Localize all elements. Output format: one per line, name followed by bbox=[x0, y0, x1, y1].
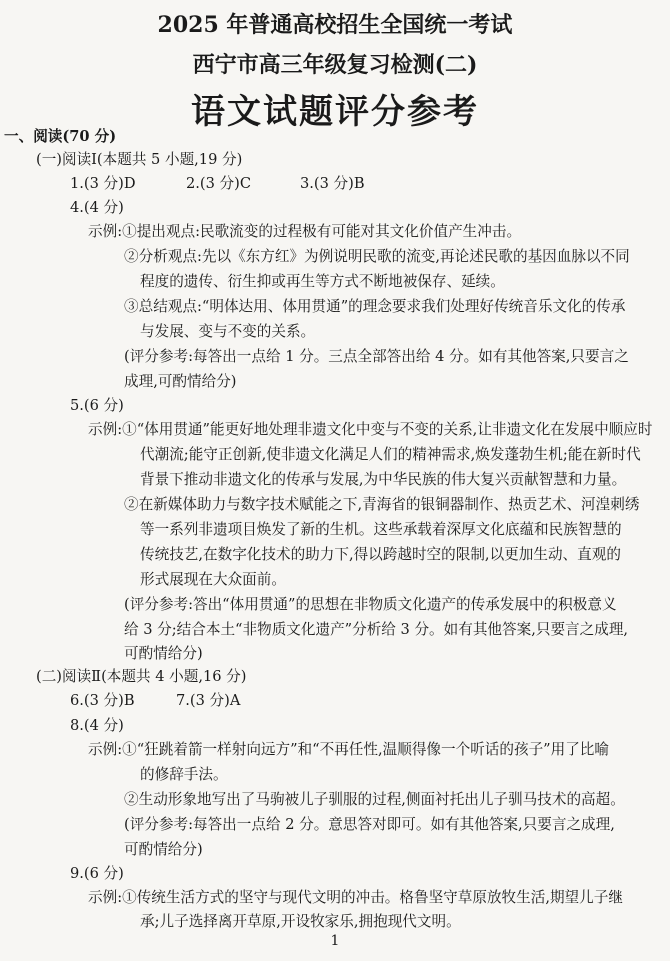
q8-label: 8.(4 分) bbox=[70, 717, 124, 734]
q5-line: 可酌情给分) bbox=[124, 645, 203, 662]
q3-answer: 3.(3 分)B bbox=[300, 175, 365, 192]
q9-line: 示例:①传统生活方式的坚守与现代文明的冲击。格鲁坚守草原放牧生活,期望儿子继 bbox=[88, 889, 623, 906]
part2-heading: (二)阅读Ⅱ(本题共 4 小题,16 分) bbox=[36, 668, 247, 685]
exam-subtitle: 西宁市高三年级复习检测(二) bbox=[192, 52, 478, 78]
q6-answer: 6.(3 分)B bbox=[70, 692, 135, 709]
q4-line: 示例:①提出观点:民歌流变的过程极有可能对其文化价值产生冲击。 bbox=[88, 223, 522, 240]
q5-line: 等一系列非遗项目焕发了新的生机。这些承载着深厚文化底蕴和民族智慧的 bbox=[140, 521, 622, 538]
q5-line: 给 3 分;结合本土“非物质文化遗产”分析给 3 分。如有其他答案,只要言之成理, bbox=[124, 621, 629, 638]
q5-line: ②在新媒体助力与数字技术赋能之下,青海省的银铜器制作、热贡艺术、河湟刺绣 bbox=[124, 496, 640, 513]
document-title: 语文试题评分参考 bbox=[191, 92, 479, 132]
q5-line: (评分参考:答出“体用贯通”的思想在非物质文化遗产的传承发展中的积极意义 bbox=[124, 596, 617, 613]
exam-title: 2025 年普通高校招生全国统一考试 bbox=[157, 12, 513, 38]
q8-line: 可酌情给分) bbox=[124, 841, 203, 858]
q8-line: 示例:①“狂跳着箭一样射向远方”和“不再任性,温顺得像一个听话的孩子”用了比喻 bbox=[88, 741, 609, 758]
q9-label: 9.(6 分) bbox=[70, 865, 124, 882]
q4-label: 4.(4 分) bbox=[70, 199, 124, 216]
q4-line: (评分参考:每答出一点给 1 分。三点全部答出给 4 分。如有其他答案,只要言之 bbox=[124, 348, 629, 365]
q5-line: 示例:①“体用贯通”能更好地处理非遗文化中变与不变的关系,让非遗文化在发展中顺应时 bbox=[88, 421, 653, 438]
q5-line: 传统技艺,在数字化技术的助力下,得以跨越时空的限制,以更加生动、直观的 bbox=[140, 546, 621, 563]
q8-line: ②生动形象地写出了马驹被儿子驯服的过程,侧面衬托出儿子驯马技术的高超。 bbox=[124, 791, 625, 808]
q4-line: 与发展、变与不变的关系。 bbox=[140, 323, 316, 340]
q9-line: 承;儿子选择离开草原,开设牧家乐,拥抱现代文明。 bbox=[140, 913, 461, 930]
q8-line: 的修辞手法。 bbox=[140, 766, 228, 783]
page-number: 1 bbox=[330, 933, 340, 949]
q4-line: 成理,可酌情给分) bbox=[124, 373, 237, 390]
q8-line: (评分参考:每答出一点给 2 分。意思答对即可。如有其他答案,只要言之成理, bbox=[124, 816, 615, 833]
q5-line: 背景下推动非遗文化的传承与发展,为中华民族的伟大复兴贡献智慧和力量。 bbox=[140, 471, 627, 488]
q5-line: 代潮流;能守正创新,使非遗文化满足人们的精神需求,焕发蓬勃生机;能在新时代 bbox=[140, 446, 641, 463]
q4-line: ②分析观点:先以《东方红》为例说明民歌的流变,再论述民歌的基因血脉以不同 bbox=[124, 248, 630, 265]
section-heading: 一、阅读(70 分) bbox=[4, 128, 117, 145]
q4-line: ③总结观点:“明体达用、体用贯通”的理念要求我们处理好传统音乐文化的传承 bbox=[124, 298, 626, 315]
q5-line: 形式展现在大众面前。 bbox=[140, 571, 286, 588]
q7-answer: 7.(3 分)A bbox=[176, 692, 241, 709]
q4-line: 程度的遗传、衍生抑或再生等方式不断地被保存、延续。 bbox=[140, 273, 505, 290]
part1-heading: (一)阅读Ⅰ(本题共 5 小题,19 分) bbox=[36, 151, 243, 168]
q5-label: 5.(6 分) bbox=[70, 397, 124, 414]
q1-answer: 1.(3 分)D bbox=[70, 175, 136, 192]
q2-answer: 2.(3 分)C bbox=[186, 175, 251, 192]
